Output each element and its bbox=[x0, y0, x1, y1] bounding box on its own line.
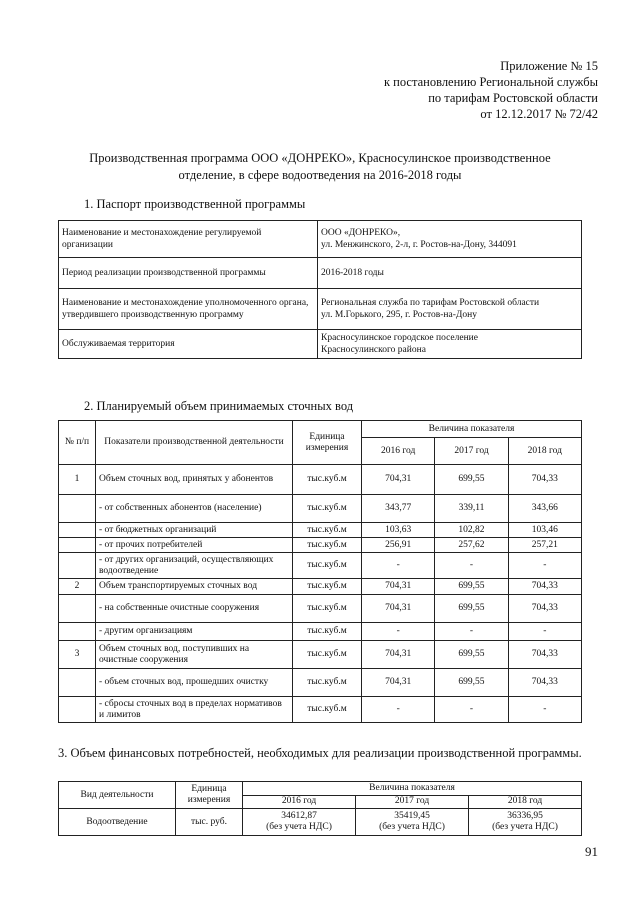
header-value: Величина показателя bbox=[362, 421, 582, 438]
row-label: Наименование и местонахождение уполномоченного органа, утвердившего производственную программу bbox=[59, 289, 318, 330]
cell-num bbox=[59, 523, 96, 538]
header-row bbox=[59, 782, 582, 796]
cell-label: - от других организаций, осуществляющих водоотведение bbox=[96, 553, 293, 579]
section1-heading: 1. Паспорт производственной программы bbox=[84, 197, 306, 211]
volume-table bbox=[58, 420, 582, 723]
cell-num: 3 bbox=[59, 641, 96, 669]
row-value: 2016-2018 годы bbox=[318, 258, 582, 289]
table-row bbox=[59, 330, 582, 359]
cell-num bbox=[59, 495, 96, 523]
row-value bbox=[318, 221, 582, 258]
cell-unit: тыс.куб.м bbox=[293, 495, 362, 523]
cell-value: 102,82 bbox=[435, 523, 508, 538]
value-line: Красносулинского района bbox=[321, 345, 426, 355]
value-amount: 36336,95 bbox=[507, 811, 543, 821]
header-activity: Вид деятельности bbox=[59, 782, 176, 809]
row-value bbox=[318, 330, 582, 359]
cell-value: - bbox=[362, 697, 435, 723]
cell-value: 704,33 bbox=[508, 669, 581, 697]
header-year: 2018 год bbox=[508, 438, 581, 465]
cell-value: 699,55 bbox=[435, 641, 508, 669]
cell-value: 704,33 bbox=[508, 579, 581, 595]
value-line: ООО «ДОНРЕКО», bbox=[321, 228, 401, 238]
header-year: 2016 год bbox=[243, 795, 356, 809]
row-label: Наименование и местонахождение регулируемой организации bbox=[59, 221, 318, 258]
table-row bbox=[59, 809, 582, 836]
cell-value: - bbox=[362, 553, 435, 579]
page-number: 91 bbox=[585, 844, 598, 859]
table-row bbox=[59, 258, 582, 289]
document-title bbox=[60, 150, 580, 184]
cell-label: Объем сточных вод, поступивших на очистные сооружения bbox=[96, 641, 293, 669]
cell-value: 704,31 bbox=[362, 641, 435, 669]
cell-num bbox=[59, 538, 96, 553]
table-row bbox=[59, 538, 582, 553]
header-year: 2018 год bbox=[469, 795, 582, 809]
table-row bbox=[59, 523, 582, 538]
cell-label: - от прочих потребителей bbox=[96, 538, 293, 553]
cell-value: - bbox=[435, 697, 508, 723]
value-note: (без учета НДС) bbox=[379, 822, 445, 832]
title-line: отделение, в сфере водоотведения на 2016-2018 годы bbox=[178, 168, 462, 182]
row-value bbox=[318, 289, 582, 330]
appendix-header bbox=[298, 58, 598, 122]
cell-unit: тыс. руб. bbox=[176, 809, 243, 836]
cell-value: 257,21 bbox=[508, 538, 581, 553]
cell-value: - bbox=[435, 553, 508, 579]
cell-activity: Водоотведение bbox=[59, 809, 176, 836]
header-value: Величина показателя bbox=[243, 782, 582, 796]
table-row bbox=[59, 669, 582, 697]
table-row bbox=[59, 221, 582, 258]
header-year: 2017 год bbox=[435, 438, 508, 465]
header-unit: Единица измерения bbox=[293, 421, 362, 465]
cell-unit: тыс.куб.м bbox=[293, 579, 362, 595]
value-line: ул. Менжинского, 2-л, г. Ростов-на-Дону, 344091 bbox=[321, 240, 517, 250]
cell-label: - сбросы сточных вод в пределах нормативов и лимитов bbox=[96, 697, 293, 723]
cell-value: 704,31 bbox=[362, 465, 435, 495]
cell-value: 256,91 bbox=[362, 538, 435, 553]
cell-num bbox=[59, 669, 96, 697]
cell-unit: тыс.куб.м bbox=[293, 465, 362, 495]
cell-value: 704,31 bbox=[362, 669, 435, 697]
cell-unit: тыс.куб.м bbox=[293, 595, 362, 623]
cell-unit: тыс.куб.м bbox=[293, 538, 362, 553]
cell-value: 704,33 bbox=[508, 595, 581, 623]
cell-value: - bbox=[508, 623, 581, 641]
header-row bbox=[59, 421, 582, 438]
cell-num bbox=[59, 697, 96, 723]
cell-label: Объем сточных вод, принятых у абонентов bbox=[96, 465, 293, 495]
cell-value bbox=[469, 809, 582, 836]
cell-value bbox=[356, 809, 469, 836]
cell-unit: тыс.куб.м bbox=[293, 523, 362, 538]
title-line: Производственная программа ООО «ДОНРЕКО», Красносулинское производственное bbox=[89, 151, 551, 165]
cell-value: 704,31 bbox=[362, 595, 435, 623]
cell-value: 704,33 bbox=[508, 465, 581, 495]
header-unit: Единица измерения bbox=[176, 782, 243, 809]
cell-value: - bbox=[362, 623, 435, 641]
table-row bbox=[59, 697, 582, 723]
header-num: № п/п bbox=[59, 421, 96, 465]
appendix-line: Приложение № 15 bbox=[500, 59, 598, 73]
appendix-line: к постановлению Региональной службы bbox=[383, 75, 598, 89]
row-label: Период реализации производственной программы bbox=[59, 258, 318, 289]
cell-label: Объем транспортируемых сточных вод bbox=[96, 579, 293, 595]
cell-num bbox=[59, 595, 96, 623]
cell-value: 103,63 bbox=[362, 523, 435, 538]
table-row bbox=[59, 579, 582, 595]
table-row bbox=[59, 495, 582, 523]
table-row bbox=[59, 595, 582, 623]
cell-label: - на собственные очистные сооружения bbox=[96, 595, 293, 623]
cell-value: - bbox=[508, 697, 581, 723]
cell-value: 257,62 bbox=[435, 538, 508, 553]
value-note: (без учета НДС) bbox=[492, 822, 558, 832]
value-line: Региональная служба по тарифам Ростовской области bbox=[321, 298, 540, 308]
appendix-line: от 12.12.2017 № 72/42 bbox=[480, 107, 598, 121]
cell-value: 699,55 bbox=[435, 465, 508, 495]
cell-value: 704,33 bbox=[508, 641, 581, 669]
value-amount: 35419,45 bbox=[394, 811, 430, 821]
table-row bbox=[59, 465, 582, 495]
cell-unit: тыс.куб.м bbox=[293, 697, 362, 723]
table-row bbox=[59, 553, 582, 579]
table-row bbox=[59, 623, 582, 641]
cell-value bbox=[243, 809, 356, 836]
cell-value: 343,66 bbox=[508, 495, 581, 523]
appendix-line: по тарифам Ростовской области bbox=[428, 91, 598, 105]
cell-value: 699,55 bbox=[435, 579, 508, 595]
cell-label: - от бюджетных организаций bbox=[96, 523, 293, 538]
section3-heading: 3. Объем финансовых потребностей, необходимых для реализации производственной программы. bbox=[58, 746, 582, 760]
header-year: 2017 год bbox=[356, 795, 469, 809]
cell-num: 1 bbox=[59, 465, 96, 495]
cell-value: 339,11 bbox=[435, 495, 508, 523]
value-note: (без учета НДС) bbox=[266, 822, 332, 832]
value-line: ул. М.Горького, 295, г. Ростов-на-Дону bbox=[321, 310, 477, 320]
section2-heading: 2. Планируемый объем принимаемых сточных вод bbox=[84, 399, 354, 413]
cell-value: - bbox=[435, 623, 508, 641]
finance-table bbox=[58, 781, 582, 836]
cell-unit: тыс.куб.м bbox=[293, 669, 362, 697]
cell-num bbox=[59, 623, 96, 641]
value-line: Красносулинское городское поселение bbox=[321, 333, 478, 343]
table-row bbox=[59, 641, 582, 669]
cell-label: - объем сточных вод, прошедших очистку bbox=[96, 669, 293, 697]
cell-unit: тыс.куб.м bbox=[293, 623, 362, 641]
header-indicator: Показатели производственной деятельности bbox=[96, 421, 293, 465]
row-label: Обслуживаемая территория bbox=[59, 330, 318, 359]
cell-unit: тыс.куб.м bbox=[293, 553, 362, 579]
value-amount: 34612,87 bbox=[281, 811, 317, 821]
cell-unit: тыс.куб.м bbox=[293, 641, 362, 669]
cell-value: 699,55 bbox=[435, 595, 508, 623]
cell-label: - от собственных абонентов (население) bbox=[96, 495, 293, 523]
cell-value: 704,31 bbox=[362, 579, 435, 595]
cell-label: - другим организациям bbox=[96, 623, 293, 641]
cell-value: 103,46 bbox=[508, 523, 581, 538]
table-row bbox=[59, 289, 582, 330]
cell-num: 2 bbox=[59, 579, 96, 595]
cell-value: 343,77 bbox=[362, 495, 435, 523]
cell-value: 699,55 bbox=[435, 669, 508, 697]
passport-table bbox=[58, 220, 582, 359]
cell-value: - bbox=[508, 553, 581, 579]
header-year: 2016 год bbox=[362, 438, 435, 465]
cell-num bbox=[59, 553, 96, 579]
